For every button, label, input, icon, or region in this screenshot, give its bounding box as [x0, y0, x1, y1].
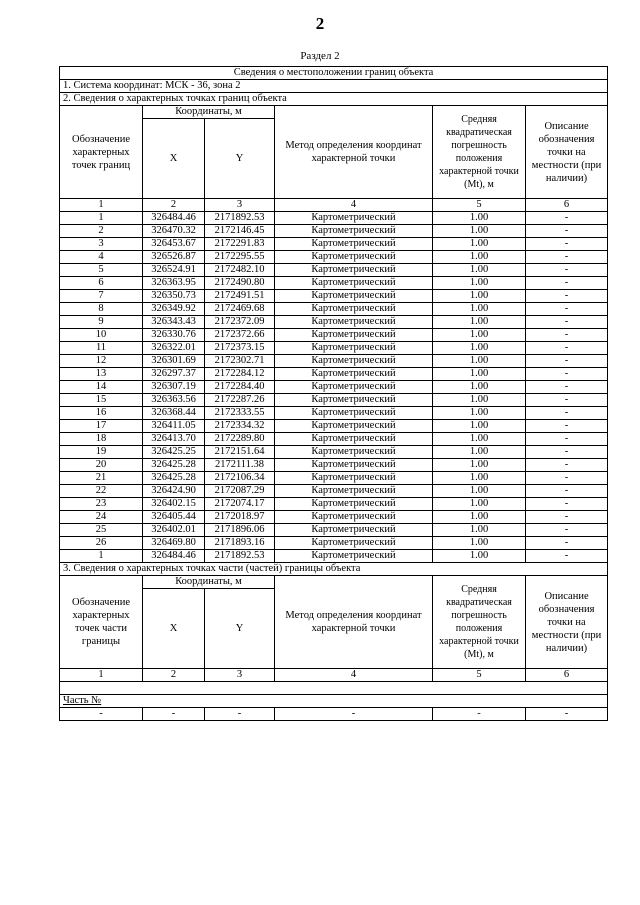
point-number-cell: 24 — [60, 511, 143, 524]
y-coord-cell: 2172284.40 — [205, 381, 275, 394]
part-label: Часть № — [63, 695, 102, 706]
point-number-cell: 23 — [60, 498, 143, 511]
description-cell: - — [526, 303, 608, 316]
point-number-cell: 16 — [60, 407, 143, 420]
accuracy-cell: 1.00 — [433, 511, 526, 524]
y-coord-cell: 2172295.55 — [205, 251, 275, 264]
method-cell: Картометрический — [275, 472, 433, 485]
section2-title: 3. Сведения о характерных точках части (частей) границы объекта — [60, 563, 608, 576]
column-number: 3 — [205, 199, 275, 212]
column-number: 3 — [205, 669, 275, 682]
section1-header-row — [60, 106, 608, 119]
y-coord-cell: 2172291.83 — [205, 238, 275, 251]
x-coord-cell: 326297.37 — [143, 368, 205, 381]
part-cell: - — [526, 708, 608, 721]
method-cell: Картометрический — [275, 433, 433, 446]
table-row — [60, 524, 608, 537]
x-coord-cell: 326350.73 — [143, 290, 205, 303]
description-cell: - — [526, 316, 608, 329]
y-coord-cell: 2172146.45 — [205, 225, 275, 238]
accuracy-cell: 1.00 — [433, 316, 526, 329]
y-coord-cell: 2172373.15 — [205, 342, 275, 355]
description-cell: - — [526, 277, 608, 290]
column-number: 1 — [60, 669, 143, 682]
description-cell: - — [526, 238, 608, 251]
accuracy-cell: 1.00 — [433, 225, 526, 238]
method-cell: Картометрический — [275, 498, 433, 511]
point-number-cell: 8 — [60, 303, 143, 316]
description-cell: - — [526, 264, 608, 277]
description-cell: - — [526, 472, 608, 485]
point-number-cell: 20 — [60, 459, 143, 472]
point-number-cell: 18 — [60, 433, 143, 446]
method-cell: Картометрический — [275, 277, 433, 290]
table-row — [60, 420, 608, 433]
method-cell: Картометрический — [275, 355, 433, 368]
y-coord-cell: 2171893.16 — [205, 537, 275, 550]
header-part-accuracy: Средняя квадратическая погрешность положения характерной точки (Mt), м — [433, 576, 526, 669]
point-number-cell: 14 — [60, 381, 143, 394]
table-row — [60, 485, 608, 498]
description-cell: - — [526, 368, 608, 381]
point-number-cell: 17 — [60, 420, 143, 433]
description-cell: - — [526, 537, 608, 550]
description-cell: - — [526, 420, 608, 433]
table-row — [60, 329, 608, 342]
table-title-row — [60, 67, 608, 80]
table-row — [60, 264, 608, 277]
description-cell: - — [526, 381, 608, 394]
y-coord-cell: 2172333.55 — [205, 407, 275, 420]
point-number-cell: 6 — [60, 277, 143, 290]
method-cell: Картометрический — [275, 225, 433, 238]
table-row — [60, 316, 608, 329]
accuracy-cell: 1.00 — [433, 238, 526, 251]
point-number-cell: 21 — [60, 472, 143, 485]
method-cell: Картометрический — [275, 511, 433, 524]
table-row — [60, 550, 608, 563]
part-cell: - — [433, 708, 526, 721]
header-part-x: X — [143, 589, 205, 669]
method-cell: Картометрический — [275, 420, 433, 433]
part-label-row — [60, 695, 608, 708]
point-number-cell: 5 — [60, 264, 143, 277]
header-part-point: Обозначение характерных точек части границы — [60, 576, 143, 669]
method-cell: Картометрический — [275, 368, 433, 381]
header-method: Метод определения координат характерной точки — [275, 106, 433, 199]
column-number: 2 — [143, 199, 205, 212]
accuracy-cell: 1.00 — [433, 446, 526, 459]
x-coord-cell: 326405.44 — [143, 511, 205, 524]
description-cell: - — [526, 459, 608, 472]
accuracy-cell: 1.00 — [433, 407, 526, 420]
accuracy-cell: 1.00 — [433, 290, 526, 303]
point-number-cell: 15 — [60, 394, 143, 407]
method-cell: Картометрический — [275, 485, 433, 498]
description-cell: - — [526, 485, 608, 498]
table-row — [60, 355, 608, 368]
header-y: Y — [205, 119, 275, 199]
table-row — [60, 277, 608, 290]
x-coord-cell: 326425.28 — [143, 472, 205, 485]
point-number-cell: 12 — [60, 355, 143, 368]
accuracy-cell: 1.00 — [433, 342, 526, 355]
y-coord-cell: 2172289.80 — [205, 433, 275, 446]
x-coord-cell: 326368.44 — [143, 407, 205, 420]
point-number-cell: 4 — [60, 251, 143, 264]
coord-system-row — [60, 80, 608, 93]
accuracy-cell: 1.00 — [433, 303, 526, 316]
table-row — [60, 394, 608, 407]
accuracy-cell: 1.00 — [433, 420, 526, 433]
x-coord-cell: 326402.01 — [143, 524, 205, 537]
accuracy-cell: 1.00 — [433, 537, 526, 550]
y-coord-cell: 2172469.68 — [205, 303, 275, 316]
point-number-cell: 13 — [60, 368, 143, 381]
x-coord-cell: 326343.43 — [143, 316, 205, 329]
x-coord-cell: 326349.92 — [143, 303, 205, 316]
method-cell: Картометрический — [275, 459, 433, 472]
part-cell: - — [205, 708, 275, 721]
table-title: Сведения о местоположении границ объекта — [60, 67, 608, 80]
column-number: 4 — [275, 199, 433, 212]
accuracy-cell: 1.00 — [433, 212, 526, 225]
column-number: 6 — [526, 669, 608, 682]
x-coord-cell: 326424.90 — [143, 485, 205, 498]
accuracy-cell: 1.00 — [433, 381, 526, 394]
table-row — [60, 225, 608, 238]
description-cell: - — [526, 433, 608, 446]
header-part-method: Метод определения координат характерной точки — [275, 576, 433, 669]
accuracy-cell: 1.00 — [433, 485, 526, 498]
x-coord-cell: 326307.19 — [143, 381, 205, 394]
blank-row — [60, 682, 608, 695]
table-row — [60, 433, 608, 446]
description-cell: - — [526, 446, 608, 459]
point-number-cell: 1 — [60, 550, 143, 563]
x-coord-cell: 326425.25 — [143, 446, 205, 459]
coord-system: 1. Система координат: МСК - 36, зона 2 — [60, 80, 608, 93]
description-cell: - — [526, 329, 608, 342]
y-coord-cell: 2172111.38 — [205, 459, 275, 472]
column-number: 6 — [526, 199, 608, 212]
column-number: 2 — [143, 669, 205, 682]
method-cell: Картометрический — [275, 212, 433, 225]
description-cell: - — [526, 251, 608, 264]
table-row — [60, 368, 608, 381]
part-cell: - — [275, 708, 433, 721]
accuracy-cell: 1.00 — [433, 277, 526, 290]
accuracy-cell: 1.00 — [433, 251, 526, 264]
point-number-cell: 1 — [60, 212, 143, 225]
description-cell: - — [526, 511, 608, 524]
header-x: X — [143, 119, 205, 199]
table-row — [60, 342, 608, 355]
method-cell: Картометрический — [275, 524, 433, 537]
method-cell: Картометрический — [275, 446, 433, 459]
column-number: 1 — [60, 199, 143, 212]
y-coord-cell: 2172334.32 — [205, 420, 275, 433]
section1-title: 2. Сведения о характерных точках границ объекта — [60, 93, 608, 106]
x-coord-cell: 326484.46 — [143, 550, 205, 563]
section1-title-row — [60, 93, 608, 106]
part-data-row — [60, 708, 608, 721]
x-coord-cell: 326524.91 — [143, 264, 205, 277]
table-row — [60, 498, 608, 511]
y-coord-cell: 2172151.64 — [205, 446, 275, 459]
header-accuracy: Средняя квадратическая погрешность положения характерной точки (Mt), м — [433, 106, 526, 199]
description-cell: - — [526, 550, 608, 563]
point-number-cell: 7 — [60, 290, 143, 303]
description-cell: - — [526, 212, 608, 225]
header-part-description: Описание обозначения точки на местности (при наличии) — [526, 576, 608, 669]
point-number-cell: 26 — [60, 537, 143, 550]
table-row — [60, 251, 608, 264]
y-coord-cell: 2171892.53 — [205, 550, 275, 563]
accuracy-cell: 1.00 — [433, 264, 526, 277]
page-number: 2 — [315, 14, 325, 33]
y-coord-cell: 2172491.51 — [205, 290, 275, 303]
point-number-cell: 2 — [60, 225, 143, 238]
point-number-cell: 19 — [60, 446, 143, 459]
method-cell: Картометрический — [275, 394, 433, 407]
y-coord-cell: 2172287.26 — [205, 394, 275, 407]
point-number-cell: 10 — [60, 329, 143, 342]
method-cell: Картометрический — [275, 238, 433, 251]
section-label: Раздел 2 — [300, 50, 340, 62]
accuracy-cell: 1.00 — [433, 459, 526, 472]
table-row — [60, 511, 608, 524]
table-row — [60, 537, 608, 550]
x-coord-cell: 326484.46 — [143, 212, 205, 225]
y-coord-cell: 2171892.53 — [205, 212, 275, 225]
point-number-cell: 3 — [60, 238, 143, 251]
y-coord-cell: 2171896.06 — [205, 524, 275, 537]
method-cell: Картометрический — [275, 550, 433, 563]
part-cell: - — [60, 708, 143, 721]
description-cell: - — [526, 225, 608, 238]
table-row — [60, 303, 608, 316]
table-row — [60, 238, 608, 251]
point-number-cell: 22 — [60, 485, 143, 498]
header-part-y: Y — [205, 589, 275, 669]
x-coord-cell: 326322.01 — [143, 342, 205, 355]
point-number-cell: 25 — [60, 524, 143, 537]
header-point: Обозначение характерных точек границ — [60, 106, 143, 199]
x-coord-cell: 326413.70 — [143, 433, 205, 446]
x-coord-cell: 326470.32 — [143, 225, 205, 238]
method-cell: Картометрический — [275, 303, 433, 316]
x-coord-cell: 326402.15 — [143, 498, 205, 511]
part-column-numbers-row — [60, 669, 608, 682]
description-cell: - — [526, 498, 608, 511]
part-cell: - — [143, 708, 205, 721]
x-coord-cell: 326425.28 — [143, 459, 205, 472]
x-coord-cell: 326330.76 — [143, 329, 205, 342]
accuracy-cell: 1.00 — [433, 355, 526, 368]
x-coord-cell: 326526.87 — [143, 251, 205, 264]
accuracy-cell: 1.00 — [433, 394, 526, 407]
method-cell: Картометрический — [275, 251, 433, 264]
column-number: 5 — [433, 199, 526, 212]
method-cell: Картометрический — [275, 381, 433, 394]
table-row — [60, 446, 608, 459]
accuracy-cell: 1.00 — [433, 524, 526, 537]
method-cell: Картометрический — [275, 537, 433, 550]
description-cell: - — [526, 355, 608, 368]
x-coord-cell: 326301.69 — [143, 355, 205, 368]
table-row — [60, 290, 608, 303]
method-cell: Картометрический — [275, 342, 433, 355]
y-coord-cell: 2172074.17 — [205, 498, 275, 511]
column-numbers-row — [60, 199, 608, 212]
accuracy-cell: 1.00 — [433, 472, 526, 485]
y-coord-cell: 2172482.10 — [205, 264, 275, 277]
x-coord-cell: 326453.67 — [143, 238, 205, 251]
table-row — [60, 381, 608, 394]
x-coord-cell: 326469.80 — [143, 537, 205, 550]
description-cell: - — [526, 394, 608, 407]
method-cell: Картометрический — [275, 316, 433, 329]
header-description: Описание обозначения точки на местности (при наличии) — [526, 106, 608, 199]
table-row — [60, 407, 608, 420]
accuracy-cell: 1.00 — [433, 433, 526, 446]
blank-cell — [60, 682, 608, 695]
section2-title-row — [60, 563, 608, 576]
column-number: 5 — [433, 669, 526, 682]
header-part-coords: Координаты, м — [143, 576, 275, 589]
y-coord-cell: 2172284.12 — [205, 368, 275, 381]
y-coord-cell: 2172087.29 — [205, 485, 275, 498]
table-row — [60, 459, 608, 472]
x-coord-cell: 326411.05 — [143, 420, 205, 433]
point-number-cell: 11 — [60, 342, 143, 355]
point-number-cell: 9 — [60, 316, 143, 329]
table-row — [60, 212, 608, 225]
description-cell: - — [526, 407, 608, 420]
accuracy-cell: 1.00 — [433, 329, 526, 342]
x-coord-cell: 326363.95 — [143, 277, 205, 290]
method-cell: Картометрический — [275, 290, 433, 303]
column-number: 4 — [275, 669, 433, 682]
section2-header-row — [60, 576, 608, 589]
description-cell: - — [526, 342, 608, 355]
description-cell: - — [526, 290, 608, 303]
boundary-table — [59, 66, 608, 721]
y-coord-cell: 2172106.34 — [205, 472, 275, 485]
y-coord-cell: 2172372.09 — [205, 316, 275, 329]
accuracy-cell: 1.00 — [433, 550, 526, 563]
table-row — [60, 472, 608, 485]
accuracy-cell: 1.00 — [433, 498, 526, 511]
description-cell: - — [526, 524, 608, 537]
y-coord-cell: 2172018.97 — [205, 511, 275, 524]
method-cell: Картометрический — [275, 264, 433, 277]
header-coords: Координаты, м — [143, 106, 275, 119]
method-cell: Картометрический — [275, 407, 433, 420]
y-coord-cell: 2172372.66 — [205, 329, 275, 342]
y-coord-cell: 2172302.71 — [205, 355, 275, 368]
accuracy-cell: 1.00 — [433, 368, 526, 381]
y-coord-cell: 2172490.80 — [205, 277, 275, 290]
x-coord-cell: 326363.56 — [143, 394, 205, 407]
method-cell: Картометрический — [275, 329, 433, 342]
